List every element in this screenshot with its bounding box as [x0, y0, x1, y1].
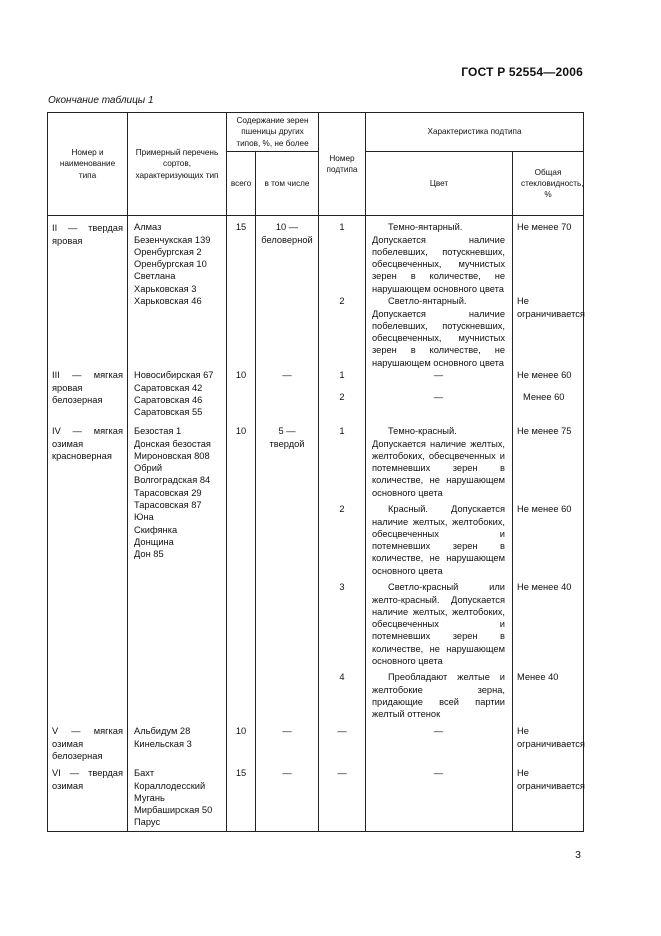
- table-row: [48, 216, 584, 293]
- page-number: 3: [575, 849, 581, 861]
- subtype-color: —: [366, 391, 513, 425]
- subtype-number: 2: [319, 292, 366, 369]
- standard-number: ГОСТ Р 52554—2006: [461, 65, 583, 79]
- total-cell: 10: [227, 725, 256, 767]
- subtype-number: 2: [319, 391, 366, 425]
- table-caption: Окончание таблицы 1: [48, 95, 154, 106]
- subtype-glassiness: Менее 40: [513, 671, 584, 725]
- total-cell: 10: [227, 369, 256, 425]
- subtype-glassiness: Не менее 60: [513, 503, 584, 581]
- subtype-number: 1: [319, 369, 366, 391]
- subtype-number: 3: [319, 581, 366, 671]
- table-row: [48, 369, 584, 391]
- subtype-glassiness: Не менее 75: [513, 425, 584, 503]
- subtype-number: 1: [319, 216, 366, 293]
- subtype-number: 4: [319, 671, 366, 725]
- varieties-cell: Бахт Кораллодесский Мугань Мирбаширская 50 Парус: [128, 767, 227, 831]
- type-cell: VI — твердая озимая: [48, 767, 128, 831]
- subtype-color: Красный. Допускается наличие желтых, желтобоких, обесцвеченных и потемневших зерен в количестве, не нарушающем основного цвета: [366, 503, 513, 581]
- subtype-glassiness: Не менее 40: [513, 581, 584, 671]
- subtype-glassiness: Не ограничивается: [513, 725, 584, 767]
- subtype-number: —: [319, 725, 366, 767]
- subtype-glassiness: Не менее 70: [513, 216, 584, 293]
- subtype-color: Темно-янтарный. Допускается наличие побелевших, потускневших, обесцвеченных, мучнистых зерен в количестве, не нарушающем основного цвета: [366, 216, 513, 293]
- subtype-glassiness: Не менее 60: [513, 369, 584, 391]
- total-cell: 15: [227, 767, 256, 831]
- varieties-cell: Новосибирская 67 Саратовская 42 Саратовская 46 Саратовская 55: [128, 369, 227, 425]
- subtype-color: Светло-красный или желто-красный. Допускается наличие желтых, желтобоких, обесцвеченных и потемневших зерен в количестве, не нарушающем основного цвета: [366, 581, 513, 671]
- total-cell: 15: [227, 216, 256, 370]
- header-glassiness: Общая стекловидность, %: [513, 152, 584, 216]
- header-including: в том числе: [256, 152, 319, 216]
- subtype-number: —: [319, 767, 366, 831]
- type-cell: III — мягкая яровая белозерная: [48, 369, 128, 425]
- table-row: [48, 725, 584, 767]
- table-row: [48, 425, 584, 503]
- type-cell: V — мягкая озимая белозерная: [48, 725, 128, 767]
- total-cell: 10: [227, 425, 256, 725]
- subtype-glassiness: Менее 60: [513, 391, 584, 425]
- including-cell: 10 — беловерной: [256, 216, 319, 370]
- including-cell: —: [256, 767, 319, 831]
- header-content-group: Содержание зерен пшеницы других типов, %, не более: [227, 113, 319, 152]
- subtype-glassiness: Не ограничивается: [513, 767, 584, 831]
- subtype-color: Преобладают желтые и желтобокие зерна, придающие всей партии желтый оттенок: [366, 671, 513, 725]
- type-cell: IV — мягкая озимая красноверная: [48, 425, 128, 725]
- header-color: Цвет: [366, 152, 513, 216]
- header-total: всего: [227, 152, 256, 216]
- subtype-color: Светло-янтарный. Допускается наличие побелевших, потускневших, обесцвеченных, мучнистых зерен в количестве, не нарушающем основного цвета: [366, 292, 513, 369]
- subtype-number: 2: [319, 503, 366, 581]
- varieties-cell: Алмаз Безенчукская 139 Оренбургская 2 Оренбургская 10 Светлана Харьковская 3 Харьковская 46: [128, 216, 227, 370]
- subtype-color: —: [366, 725, 513, 767]
- header-varieties: Примерный перечень сортов, характеризующих тип: [128, 113, 227, 216]
- subtype-glassiness: Не ограничивается: [513, 292, 584, 369]
- subtype-color: —: [366, 369, 513, 391]
- including-cell: 5 — твердой: [256, 425, 319, 725]
- wheat-types-table: [47, 112, 584, 832]
- type-cell: II — твердая яровая: [48, 216, 128, 370]
- subtype-number: 1: [319, 425, 366, 503]
- including-cell: —: [256, 725, 319, 767]
- varieties-cell: Безостая 1 Донская безостая Мироновская 808 Обрий Волгоградская 84 Тарасовская 29 Тарасовская 87 Юна Скифянка Донщина Дон 85: [128, 425, 227, 725]
- header-type: Номер и наименование типа: [48, 113, 128, 216]
- subtype-color: Темно-красный. Допускается наличие желтых, желтобоких, обесцвеченных и потемневших зерен в количестве, не нарушающем основного цвета: [366, 425, 513, 503]
- varieties-cell: Альбидум 28 Кинельская 3: [128, 725, 227, 767]
- subtype-color: —: [366, 767, 513, 831]
- header-subtype-number: Номер подтипа: [319, 113, 366, 216]
- including-cell: —: [256, 369, 319, 425]
- table-row: [48, 767, 584, 831]
- header-characteristic-group: Характеристика подтипа: [366, 113, 584, 152]
